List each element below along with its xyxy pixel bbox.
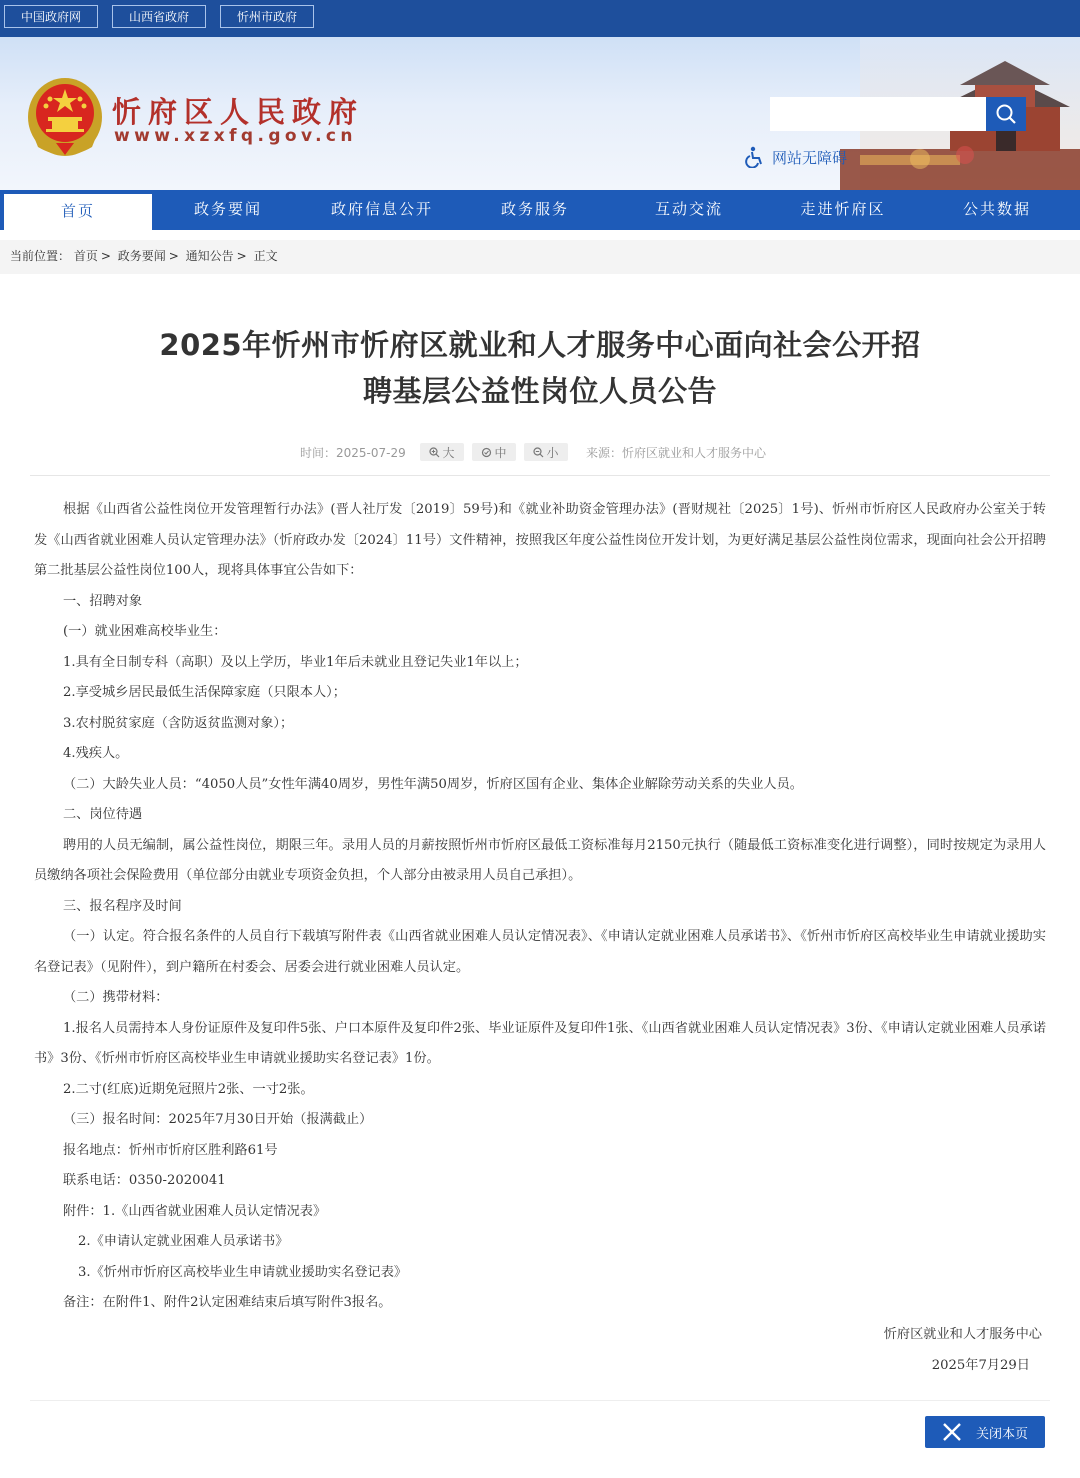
section-heading: 三、报名程序及时间 — [63, 898, 182, 914]
paragraph: （二）大龄失业人员：“4050人员”女性年满40周岁，男性年满50周岁，忻府区国有企业、集体企业解除劳动关系的失业人员。 — [63, 776, 803, 792]
attachment-link[interactable]: 附件：1.《山西省就业困难人员认定情况表》 — [63, 1203, 327, 1219]
search-input[interactable] — [770, 97, 986, 131]
zoom-out-icon — [533, 447, 544, 458]
paragraph: 聘用的人员无编制，属公益性岗位，期限三年。录用人员的月薪按照忻州市忻府区最低工资标准每月2150元执行（随最低工资标准变化进行调整），同时按规定为录用人员缴纳各项社会保险费用（单位部分由就业专项资金负担，个人部分由被录用人员自己承担）。 — [34, 837, 1046, 883]
paragraph: 根据《山西省公益性岗位开发管理暂行办法》(晋人社厅发〔2019〕59号)和《就业补助资金管理办法》(晋财规社〔2025〕1号)、忻州市忻府区人民政府办公室关于转发《山西省就业困难人员认定管理办法》（忻府政办发〔2024〕11号）文件精神，按照我区年度公益性岗位开发计划，为更好满足基层公益性岗位需求，现面向社会公开招聘第二批基层公益性岗位100人，现将具体事宜公告如下： — [34, 502, 1046, 578]
site-header — [0, 37, 1080, 190]
list-item: 2.享受城乡居民最低生活保障家庭（只限本人）； — [63, 685, 346, 700]
close-icon — [942, 1422, 962, 1442]
list-item: 1.具有全日制专科（高职）及以上学历，毕业1年后未就业且登记失业1年以上； — [63, 654, 528, 670]
registration-address: 报名地点：忻州市忻府区胜利路61号 — [63, 1142, 278, 1158]
main-nav — [0, 190, 1080, 230]
paragraph: （一）认定。符合报名条件的人员自行下载填写附件表《山西省就业困难人员认定情况表》、《申请认定就业困难人员承诺书》、《忻州市忻府区高校毕业生申请就业援助实名登记表》（见附件），到户籍所在村委会、居委会进行就业困难人员认定。 — [34, 929, 1046, 975]
zoom-reset-icon — [481, 447, 492, 458]
breadcrumb-news[interactable]: 政务要闻 — [117, 249, 166, 263]
divider — [30, 475, 1050, 476]
nav-home[interactable]: 首页 — [4, 191, 152, 231]
paragraph: 1.报名人员需持本人身份证原件及复印件5张、户口本原件及复印件2张、毕业证原件及复印件1张、《山西省就业困难人员认定情况表》3份、《申请认定就业困难人员承诺书》3份、《忻州市忻府区高校毕业生申请就业援助实名登记表》1份。 — [34, 1020, 1046, 1066]
gov-links — [4, 5, 314, 28]
link-central-gov[interactable]: 中国政府网 — [4, 5, 98, 28]
zoom-in-icon — [429, 447, 440, 458]
font-small-label: 小 — [546, 445, 559, 460]
section-heading: 一、招聘对象 — [63, 593, 143, 609]
breadcrumb-home[interactable]: 首页 — [73, 249, 98, 263]
top-bar — [0, 0, 1080, 37]
breadcrumb-label: 当前位置： — [10, 249, 71, 263]
breadcrumb-notices[interactable]: 通知公告 — [185, 249, 234, 263]
article-title — [100, 322, 980, 414]
contact-phone: 联系电话：0350-2020041 — [63, 1173, 226, 1188]
section-heading: 二、岗位待遇 — [63, 807, 143, 822]
article-title-line1: 2025年忻州市忻府区就业和人才服务中心面向社会公开招 — [159, 328, 921, 362]
breadcrumb-separator: > — [168, 249, 179, 263]
article-body — [34, 495, 1046, 1319]
attachment-link[interactable]: 2.《申请认定就业困难人员承诺书》 — [78, 1234, 289, 1249]
font-large-label: 大 — [442, 445, 455, 460]
national-emblem-icon — [26, 73, 104, 157]
nav-about-district[interactable]: 走进忻府区 — [800, 200, 886, 218]
article-source: 来源：忻府区就业和人才服务中心 — [586, 446, 767, 460]
divider — [30, 1400, 1050, 1401]
list-item: 2.二寸(红底)近期免冠照片2张、一寸2张。 — [63, 1081, 314, 1097]
close-page-label: 关闭本页 — [975, 1426, 1028, 1442]
font-medium-button[interactable] — [472, 443, 516, 461]
breadcrumb — [0, 240, 1080, 274]
font-large-button[interactable] — [420, 443, 464, 461]
subsection-heading: (一）就业困难高校毕业生： — [63, 624, 227, 639]
nav-info-disclosure[interactable]: 政府信息公开 — [330, 200, 433, 218]
link-shanxi-gov[interactable]: 山西省政府 — [112, 5, 206, 28]
breadcrumb-separator: > — [100, 249, 111, 263]
signature-org: 忻府区就业和人才服务中心 — [883, 1327, 1042, 1342]
link-xinzhou-gov[interactable]: 忻州市政府 — [220, 5, 314, 28]
nav-public-data[interactable]: 公共数据 — [962, 200, 1031, 218]
remark: 备注：在附件1、附件2认定困难结束后填写附件3报名。 — [63, 1295, 392, 1310]
search-icon — [994, 102, 1018, 126]
nav-services[interactable]: 政务服务 — [500, 200, 569, 218]
paragraph: （三）报名时间：2025年7月30日开始（报满截止） — [63, 1112, 373, 1127]
list-item: 3.农村脱贫家庭（含防返贫监测对象）； — [63, 715, 294, 731]
signature — [884, 1320, 1042, 1381]
site-name: 忻府区人民政府 — [112, 95, 365, 129]
nav-news[interactable]: 政务要闻 — [193, 200, 262, 218]
site-domain: www.xzxfq.gov.cn — [114, 126, 357, 146]
accessibility-label: 网站无障碍 — [772, 148, 848, 167]
subsection-heading: （二）携带材料： — [63, 990, 169, 1005]
search-button[interactable] — [986, 97, 1026, 131]
font-medium-label: 中 — [494, 445, 507, 460]
font-small-button[interactable] — [524, 443, 568, 461]
attachment-link[interactable]: 3.《忻州市忻府区高校毕业生申请就业援助实名登记表》 — [78, 1264, 408, 1280]
article-meta — [0, 444, 1080, 462]
signature-date: 2025年7月29日 — [931, 1357, 1030, 1373]
publish-time: 时间：2025-07-29 — [300, 446, 406, 460]
breadcrumb-current: 正文 — [253, 249, 278, 263]
accessibility-link[interactable] — [744, 146, 847, 168]
article-title-line2: 聘基层公益性岗位人员公告 — [362, 374, 717, 408]
close-page-button[interactable] — [925, 1416, 1045, 1448]
list-item: 4.残疾人。 — [63, 746, 129, 761]
wheelchair-icon — [744, 146, 766, 168]
nav-interaction[interactable]: 互动交流 — [654, 200, 723, 218]
breadcrumb-separator: > — [236, 249, 247, 263]
